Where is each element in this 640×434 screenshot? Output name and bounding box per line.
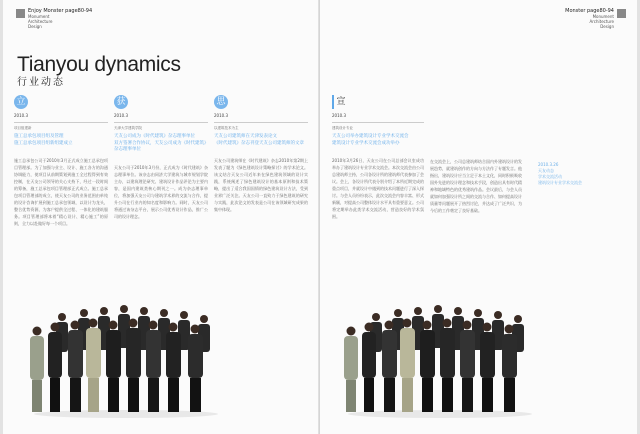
news-body: 2010年3月26日，天友公司在公司总部会议室成功举办了建筑设计专业学术交流会。本次交流会由公司总建筑师主持，公司各设计所的建筑师代表参加了会议。会上，各设计所代表分别介绍了本所近期完成的重点项目，并就设计中遇到的技术问题进行了深入探讨。与会人员纷纷表示，此次交流会内容丰富、形式新颖，对提高公司整体设计水平具有重要意义。公司将定期举办此类学术交流活动，营造良好的学术氛围。 [332,158,424,219]
logo-mark-icon [16,9,25,18]
news-column-5 [430,158,522,214]
news-headline: 建筑设计专业学术交流会成功举办 [332,140,400,146]
divider [14,122,108,123]
badge-icon: 立 [14,95,28,109]
news-subtitle: 项目组建新 [14,126,32,130]
header-line: Architecture [28,19,53,24]
running-header-left [28,9,92,29]
logo-mark-icon [617,9,626,18]
news-headline: 双方签署合作协议，天友公司成为《时代建筑》杂志理事单位 [114,140,207,152]
badge-icon: 思 [214,95,228,109]
header-line: Design [600,24,614,29]
side-link[interactable]: 学术交流活动 [538,174,562,179]
news-subtitle: 建筑设计专业 [332,126,353,130]
news-body: 天友公司于2010年3月份，正式成为《时代建筑》杂志理事单位。该杂志由同济大学建筑与城市规划学院主办，以建筑理论研究、建筑设计作品评论为主要内容，是国内建筑类核心期刊之一。成为杂志理事单位，将加强天友公司与建筑学术界的交流与合作，提升公司在行业内的知名度和影响力。同时，天友公司将通过该杂志平台，展示公司优秀设计作品，推广公司的设计理念。 [114,164,208,219]
news-body: 在交流会上，公司总建筑师结合国内外建筑设计的发展趋势，就建筑创作的方向与方法作了专题发言。他指出，建筑设计应当立足于本土文化，同时积极吸收国外先进的设计理念和技术手段，创造出具有时代精神和地域特色的优秀建筑作品。会议最后，与会人员就如何加强设计所之间的交流与合作、如何提高设计质量等问题展开了热烈讨论，并达成了广泛共识，为今后的工作奠定了良好基础。 [430,159,522,213]
news-date: 2010.3 [14,113,28,118]
side-link[interactable]: 2010.3.26 [538,162,559,167]
news-column-3 [214,95,308,213]
group-photo-illustration [26,300,226,418]
divider [114,122,208,123]
divider [332,122,424,123]
news-headline: 施工总承包项目组及管理 [14,134,64,139]
side-link[interactable]: 天友动态 [538,168,554,173]
badge-icon: 获 [114,95,128,109]
news-body: 天友公司建筑师在《时代建筑》杂志2010年第2期上发表了题为《绿色建筑设计策略探讨》的学术论文。该文结合天友公司近年来在绿色建筑领域的设计实践，系统阐述了绿色建筑设计的基本原则和技术策略，提出了适合我国国情的绿色建筑设计方法，受到业界广泛关注。天友公司一直致力于绿色建筑的研究与实践，此次论文的发表是公司在该领域研究成果的集中体现。 [214,158,308,212]
badge-icon: 宣 [332,95,348,109]
right-page [320,0,640,434]
news-headline: 天友公司举办建筑设计专业学术交流会 [332,134,409,139]
news-date: 2010.3 [214,113,228,118]
news-headline: 天友公司成为《时代建筑》杂志理事单位 [114,134,195,139]
group-photo [26,300,226,418]
page-title-en: Tianyou dynamics [17,53,181,76]
header-page-ref: Enjoy Monster page80-94 [28,8,93,14]
news-column-4 [332,95,424,220]
page-edge [0,0,3,434]
running-header-right [565,9,614,29]
header-line: Monument [592,14,614,19]
header-page-ref: Monster page80-94 [565,8,614,14]
side-link[interactable]: 建筑设计专业学术交流会 [538,180,582,185]
header-line: Monument [28,14,50,19]
header-line: Architecture [589,19,614,24]
news-headline: 施工总承包项目组新组建成立 [14,140,73,146]
group-photo-illustration [340,300,540,418]
divider [214,122,308,123]
sidebar-notes [538,162,582,186]
news-headline: 天友公司建筑师在天津发表论文 [214,134,277,139]
news-column-2 [114,95,208,220]
news-date: 2010.3 [332,113,346,118]
news-body: 施工总承包公司于2010年3月正式成立施工总承包项目管理部。为了加强与业主、设计、施工各方的沟通协调能力，使项目从前期策划到施工全过程得到有效控制，在天友公司领导的关心支持下，经过一段时间的筹备，施工总承包项目管理部正式成立。施工总承包项目管理部的成立，使天友公司的业务范围由单纯的设计咨询扩展到施工总承包领域，以设计为龙头，整合优势资源，为客户提供全过程、一体化的建筑服务。项目管理部将本着“精心设计、精心施工”的原则，全力以赴做好每一个项目。 [14,158,108,226]
news-subtitle: 天津大学建筑学院 [114,126,142,130]
news-column-1 [14,95,108,227]
news-headline: 《时代建筑》杂志刊登天友公司建筑师的文章 [214,140,304,146]
header-line: Design [28,24,42,29]
group-photo [340,300,540,418]
news-date: 2010.3 [114,113,128,118]
page-title-cn: 行业动态 [17,77,65,88]
news-subtitle: 以建筑技术为主 [214,126,239,130]
